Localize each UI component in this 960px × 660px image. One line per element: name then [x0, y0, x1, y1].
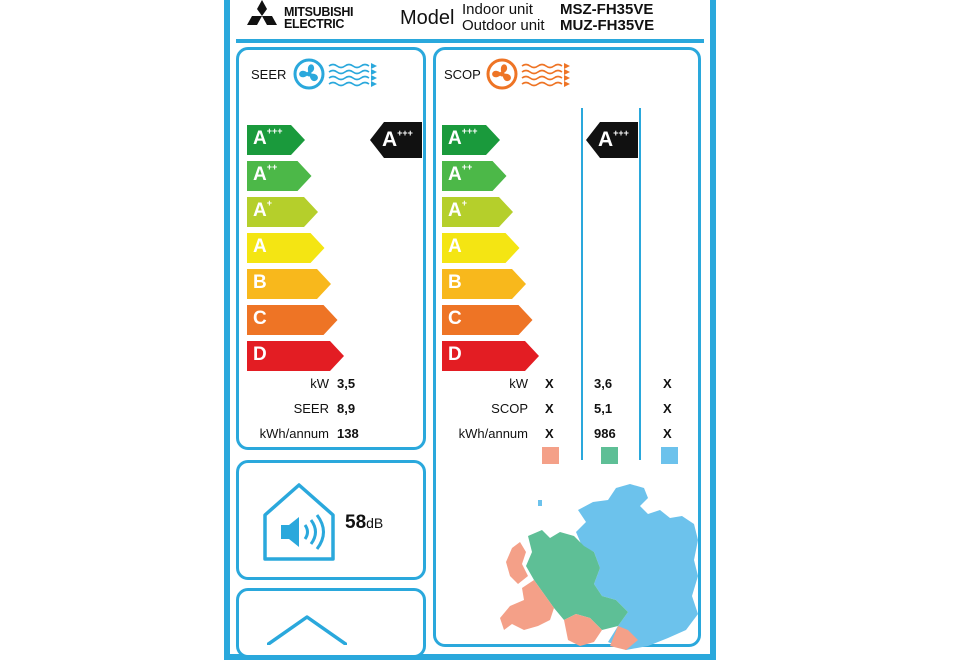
- seer-class-label: A+++: [253, 126, 283, 149]
- scop-class-label: A+++: [448, 126, 478, 149]
- cooling-fan-icon: [293, 58, 377, 95]
- scop-warm-value: X: [545, 426, 554, 441]
- seer-class-arrow: [247, 125, 305, 155]
- warm-zone-swatch: [542, 447, 559, 464]
- seer-class-label: A: [253, 236, 267, 257]
- scop-cold-value: X: [663, 426, 672, 441]
- seer-class-arrow: [247, 269, 331, 299]
- seer-row-value: 8,9: [337, 401, 356, 416]
- noise-panel: [236, 460, 426, 580]
- scop-rating-arrow: [586, 122, 634, 158]
- seer-title: SEER: [251, 67, 287, 82]
- scop-class-label: A++: [448, 162, 473, 185]
- scop-average-value: 986: [594, 426, 616, 441]
- seer-row-label: kWh/annum: [259, 426, 329, 441]
- seer-class-label: C: [253, 308, 267, 329]
- scop-class-label: A: [448, 236, 462, 257]
- mitsubishi-diamonds-logo-icon: [244, 0, 280, 37]
- scop-row-label: SCOP: [491, 401, 528, 416]
- scop-class-arrow: [442, 125, 500, 155]
- scop-class-arrow: [442, 197, 513, 227]
- seer-class-arrow: [247, 305, 338, 335]
- scop-class-arrow: [442, 341, 539, 371]
- seer-row-value: 3,5: [337, 376, 356, 391]
- seer-rating-plus: +++: [397, 128, 413, 138]
- scop-class-arrow: [442, 233, 520, 263]
- scop-column-divider-right: [639, 108, 641, 460]
- scop-row-label: kW: [509, 376, 528, 391]
- scop-average-value: 3,6: [594, 376, 613, 391]
- label-header: [238, 0, 704, 42]
- scop-class-arrow: [442, 161, 507, 191]
- scop-class-arrow: [442, 269, 526, 299]
- cold-zone-swatch: [661, 447, 678, 464]
- house-sound-icon: [261, 481, 337, 568]
- seer-class-label: A++: [253, 162, 278, 185]
- seer-row-label: kW: [310, 376, 329, 391]
- seer-panel: [236, 47, 426, 450]
- scop-cold-value: X: [663, 376, 672, 391]
- scop-column-divider-left: [581, 108, 583, 460]
- noise-unit: dB: [366, 515, 384, 531]
- scop-class-label: A+: [448, 198, 467, 221]
- seer-class-label: A+: [253, 198, 272, 221]
- scop-title: SCOP: [444, 67, 481, 82]
- scop-class-label: C: [448, 308, 462, 329]
- unit-labels: Indoor unit Outdoor unit: [462, 1, 545, 34]
- seer-class-arrow: [247, 161, 312, 191]
- scop-cold-value: X: [663, 401, 672, 416]
- outdoor-house-icon: [267, 615, 347, 650]
- scop-rating-plus: +++: [613, 128, 629, 138]
- model-codes: MSZ-FH35VE MUZ-FH35VE: [560, 1, 655, 34]
- scop-panel: [433, 47, 701, 647]
- seer-rating-letter: A: [382, 128, 398, 151]
- noise-value: 58: [345, 512, 367, 533]
- seer-class-arrow: [247, 341, 344, 371]
- scop-average-value: 5,1: [594, 401, 613, 416]
- header-divider: [236, 39, 704, 43]
- noise-level: [345, 512, 383, 534]
- scop-class-label: D: [448, 344, 462, 365]
- scop-class-arrow: [442, 305, 533, 335]
- scop-warm-value: X: [545, 401, 554, 416]
- outdoor-noise-panel: [236, 588, 426, 658]
- brand-name: MITSUBISHI ELECTRIC: [284, 5, 354, 31]
- seer-row-value: 138: [337, 426, 359, 441]
- europe-climate-map-icon: [498, 480, 698, 655]
- seer-row-label: SEER: [293, 401, 329, 416]
- seer-class-label: B: [253, 272, 267, 293]
- scop-warm-value: X: [545, 376, 554, 391]
- scop-class-label: B: [448, 272, 462, 293]
- model-word: Model: [400, 7, 455, 29]
- scop-rating-letter: A: [598, 128, 614, 151]
- scop-row-label: kWh/annum: [458, 426, 528, 441]
- heating-fan-icon: [486, 58, 570, 95]
- seer-rating-arrow: [370, 122, 418, 158]
- average-zone-swatch: [601, 447, 618, 464]
- seer-class-arrow: [247, 197, 318, 227]
- seer-class-arrow: [247, 233, 325, 263]
- seer-class-label: D: [253, 344, 267, 365]
